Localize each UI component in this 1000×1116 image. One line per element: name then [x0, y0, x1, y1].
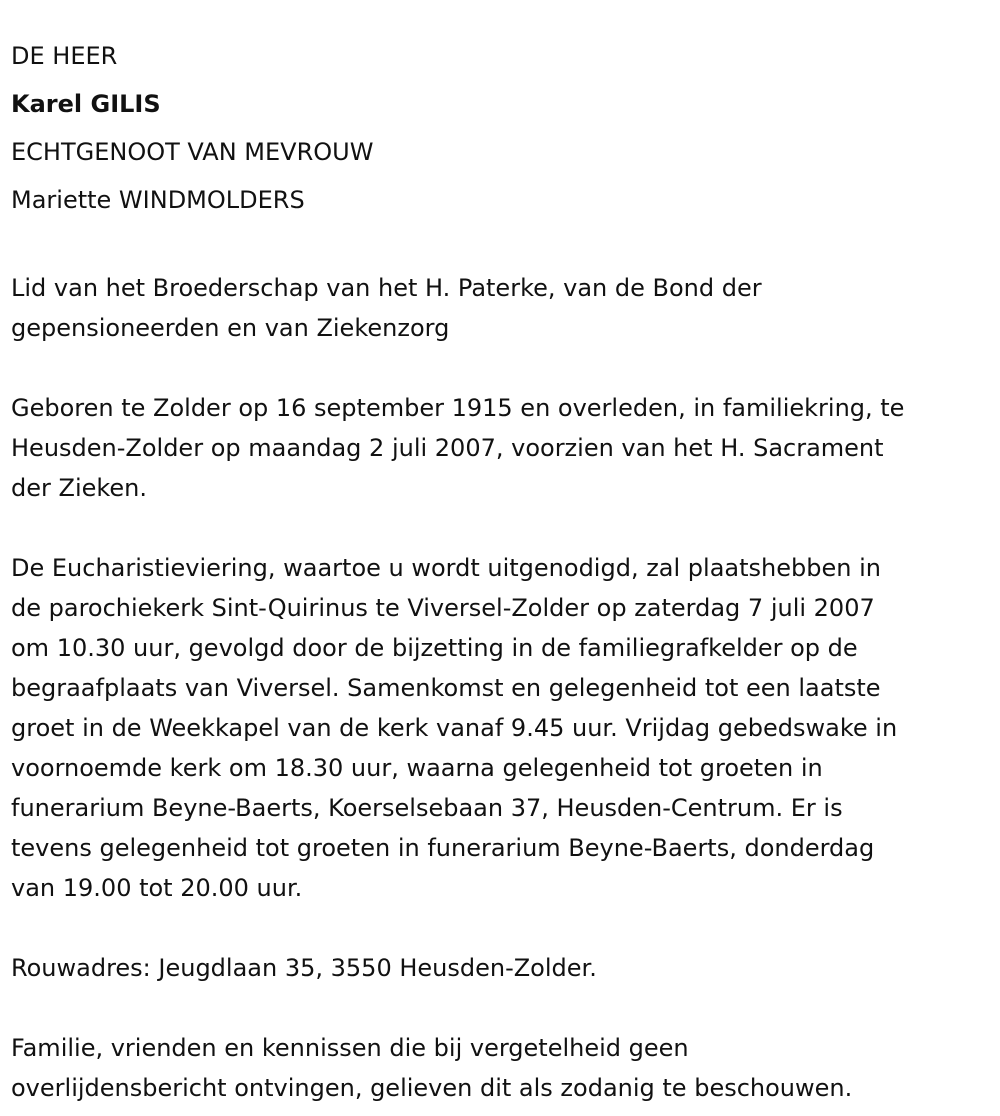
address-paragraph — [11, 948, 991, 988]
text-line: Lid van het Broederschap van het H. Paterke, van de Bond der — [11, 274, 762, 302]
text-line: begraafplaats van Viversel. Samenkomst en gelegenheid tot een laatste — [11, 674, 881, 702]
text-line: gepensioneerden en van Ziekenzorg — [11, 314, 450, 342]
text-line: Heusden-Zolder op maandag 2 juli 2007, voorzien van het H. Sacrament — [11, 434, 884, 462]
birth-death-paragraph — [11, 388, 991, 508]
text-line: Familie, vrienden en kennissen die bij vergetelheid geen — [11, 1034, 689, 1062]
header-block — [11, 32, 991, 224]
text-line: funerarium Beyne-Baerts, Koerselsebaan 37, Heusden-Centrum. Er is — [11, 794, 843, 822]
spacer — [11, 348, 991, 388]
spacer — [11, 224, 991, 268]
spouse-name: Mariette WINDMOLDERS — [11, 186, 305, 214]
closing-paragraph — [11, 1028, 991, 1108]
spacer — [11, 908, 991, 948]
spouse-label: ECHTGENOOT VAN MEVROUW — [11, 138, 374, 166]
text-line: voornoemde kerk om 18.30 uur, waarna gelegenheid tot groeten in — [11, 754, 823, 782]
text-line: De Eucharistieviering, waartoe u wordt uitgenodigd, zal plaatshebben in — [11, 554, 881, 582]
service-paragraph — [11, 548, 991, 908]
title-de-heer: DE HEER — [11, 42, 118, 70]
membership-paragraph — [11, 268, 991, 348]
obituary-document — [11, 0, 991, 1108]
text-line: van 19.00 tot 20.00 uur. — [11, 874, 303, 902]
text-line: Geboren te Zolder op 16 september 1915 en overleden, in familiekring, te — [11, 394, 905, 422]
text-line: om 10.30 uur, gevolgd door de bijzetting in de familiegrafkelder op de — [11, 634, 858, 662]
spacer — [11, 508, 991, 548]
deceased-name: Karel GILIS — [11, 90, 161, 118]
text-line: der Zieken. — [11, 474, 148, 502]
text-line: Rouwadres: Jeugdlaan 35, 3550 Heusden-Zolder. — [11, 954, 597, 982]
spacer — [11, 988, 991, 1028]
text-line: groet in de Weekkapel van de kerk vanaf 9.45 uur. Vrijdag gebedswake in — [11, 714, 898, 742]
text-line: overlijdensbericht ontvingen, gelieven dit als zodanig te beschouwen. — [11, 1074, 853, 1102]
text-line: de parochiekerk Sint-Quirinus te Viversel-Zolder op zaterdag 7 juli 2007 — [11, 594, 875, 622]
text-line: tevens gelegenheid tot groeten in funerarium Beyne-Baerts, donderdag — [11, 834, 875, 862]
